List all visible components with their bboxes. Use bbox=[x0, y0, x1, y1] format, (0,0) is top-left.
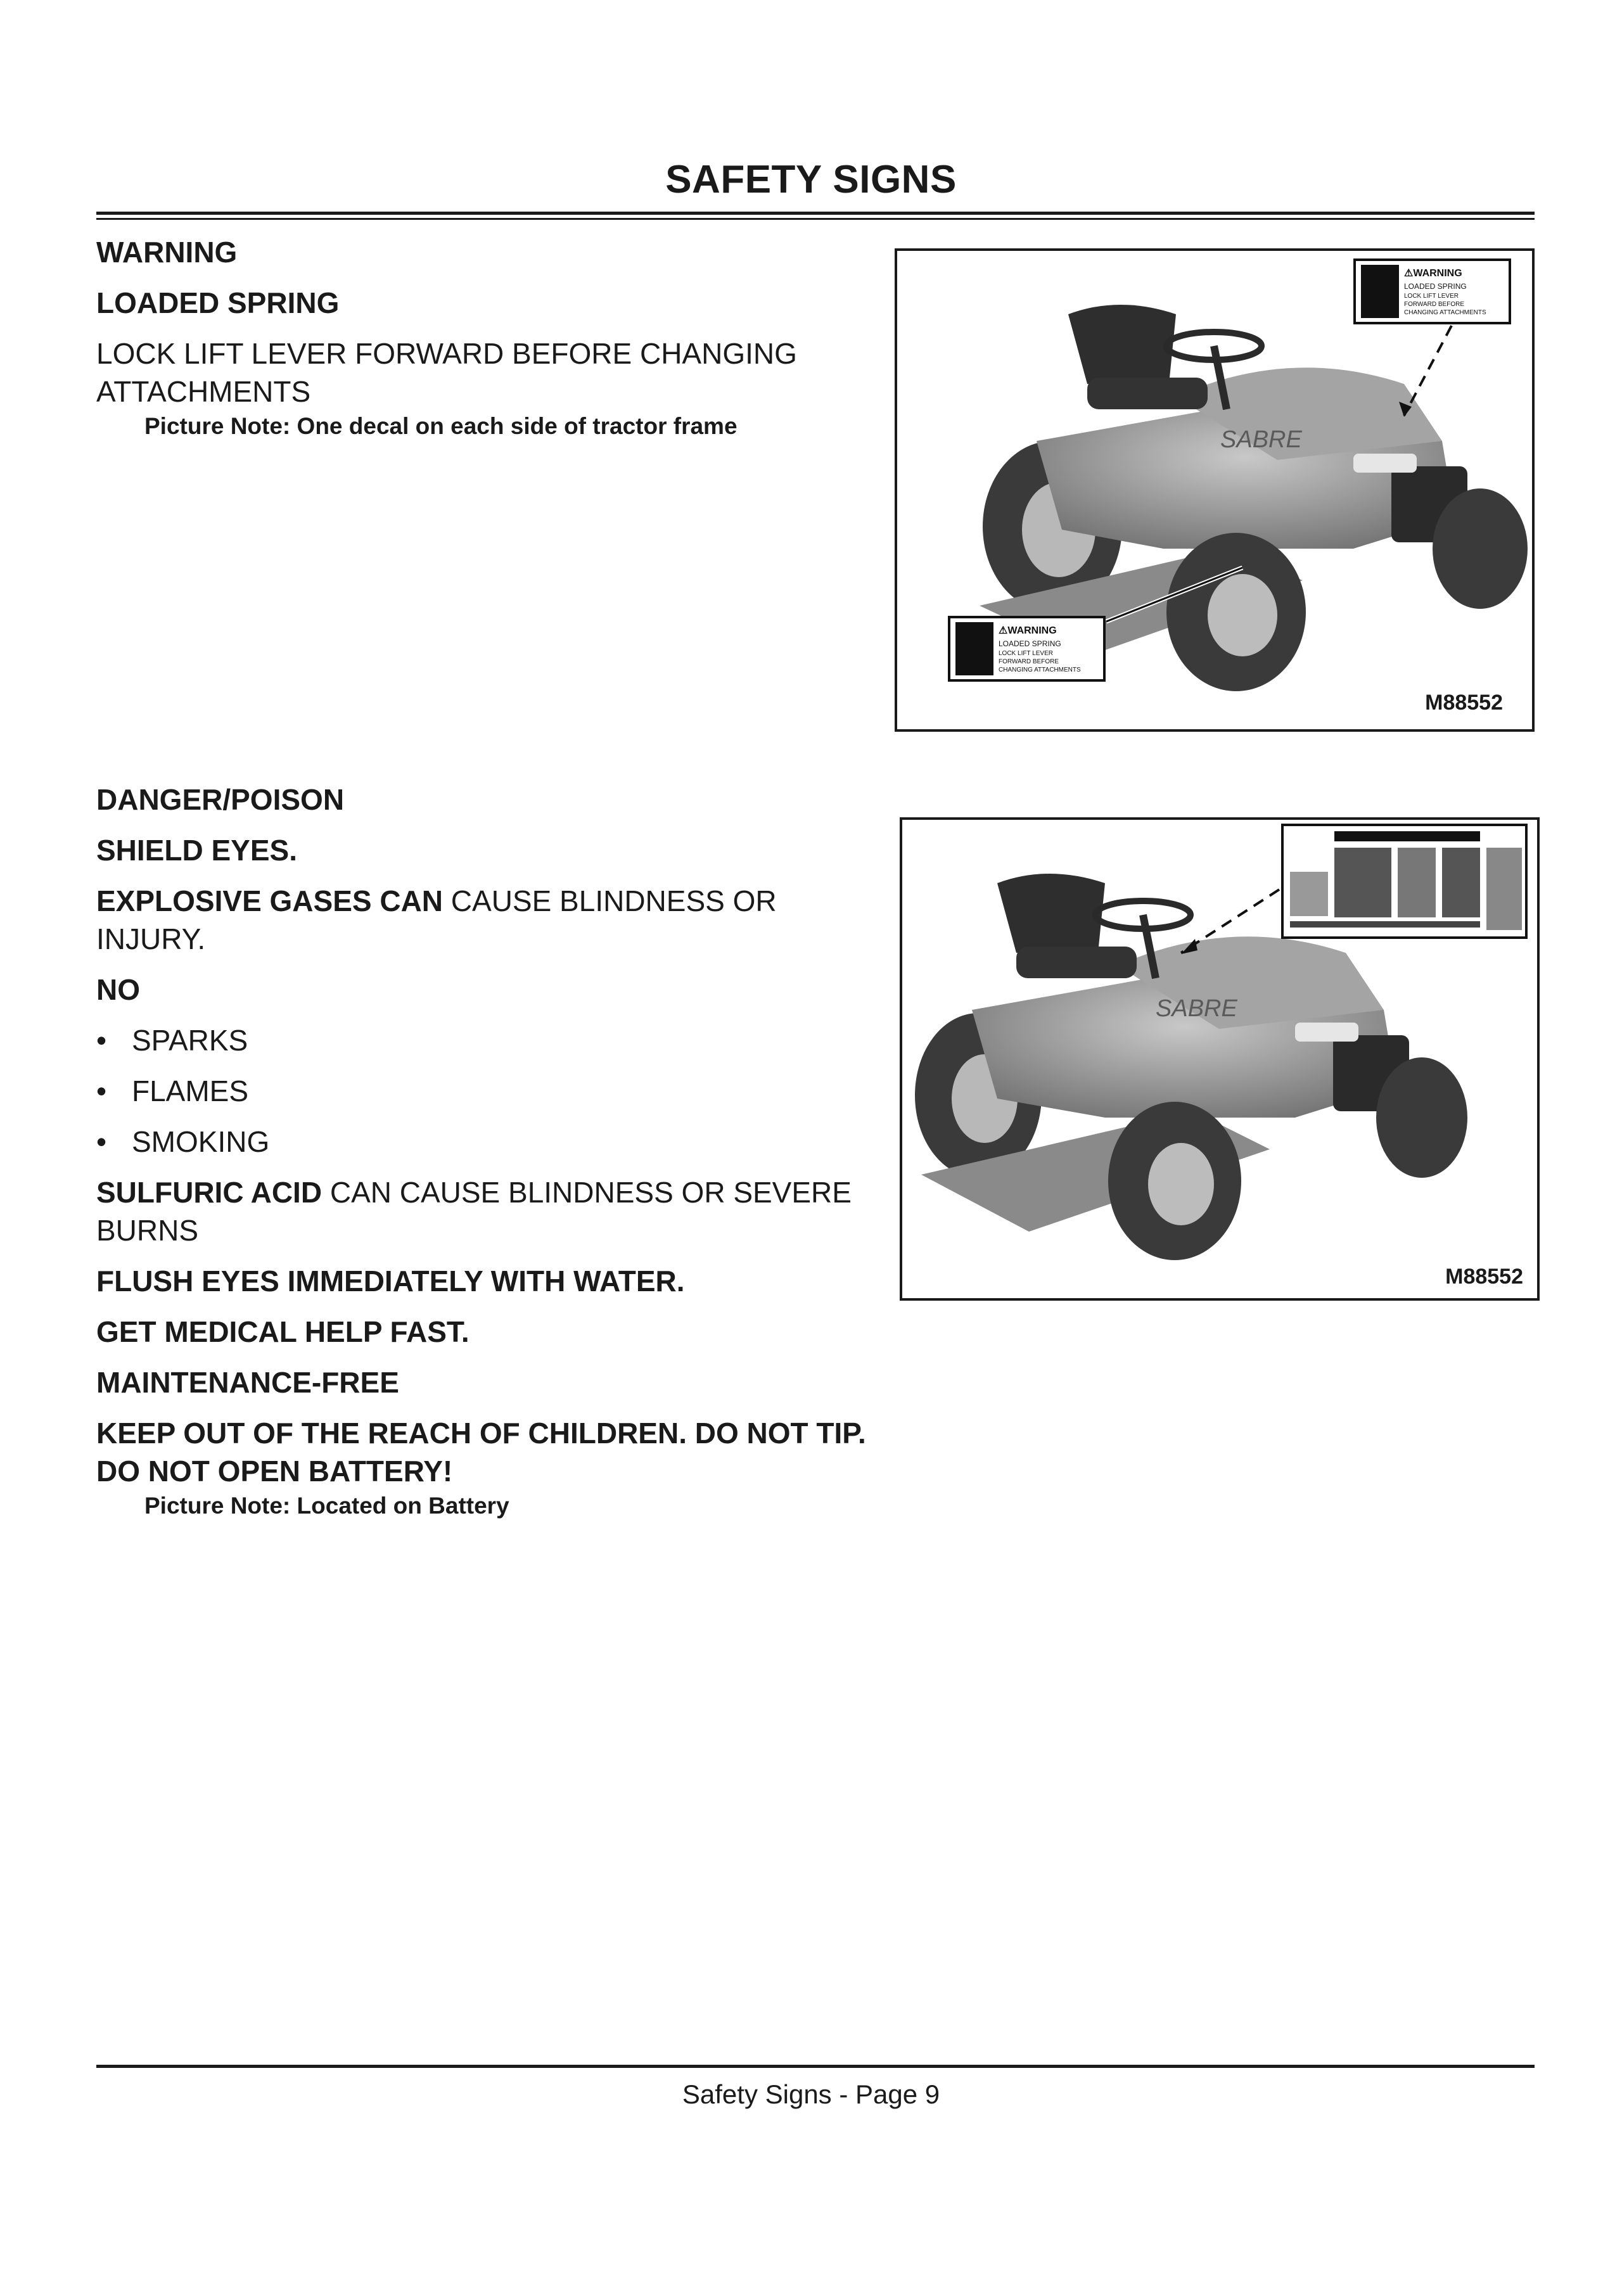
bullet-item: • SMOKING bbox=[96, 1123, 888, 1161]
page-footer: Safety Signs - Page 9 bbox=[682, 2079, 940, 2109]
footer-rule bbox=[96, 2065, 1535, 2068]
hood-brand-1: SABRE bbox=[1220, 426, 1302, 453]
figure-code-1: M88552 bbox=[1425, 691, 1503, 715]
decal-top-title: ⚠WARNING bbox=[1404, 268, 1462, 279]
bullet-item: • FLAMES bbox=[96, 1072, 888, 1110]
warning-heading: WARNING bbox=[96, 236, 238, 269]
bullet-flames: FLAMES bbox=[132, 1075, 249, 1107]
shield-eyes-heading: SHIELD EYES. bbox=[96, 834, 297, 867]
sulfuric-bold: SULFURIC ACID bbox=[96, 1176, 322, 1209]
keep-out-text: KEEP OUT OF THE REACH OF CHILDREN. DO NOT TIP. DO NOT OPEN BATTERY! bbox=[96, 1417, 866, 1488]
warning-section bbox=[96, 233, 888, 442]
bullet-item: • SPARKS bbox=[96, 1021, 888, 1059]
danger-section bbox=[96, 781, 888, 1522]
medical-help-text: GET MEDICAL HELP FAST. bbox=[96, 1315, 469, 1348]
explosive-text bbox=[96, 882, 888, 958]
explosive-rest: CAUSE BLINDNESS OR INJURY. bbox=[96, 884, 777, 955]
decal-top-line-4: CHANGING ATTACHMENTS bbox=[1404, 309, 1486, 316]
danger-heading: DANGER/POISON bbox=[96, 783, 345, 816]
tractor-illustration-1 bbox=[897, 251, 1532, 729]
maintenance-free-text: MAINTENANCE-FREE bbox=[96, 1366, 399, 1399]
sulfuric-text bbox=[96, 1173, 888, 1249]
flush-eyes-text: FLUSH EYES IMMEDIATELY WITH WATER. bbox=[96, 1265, 685, 1298]
bullet-sparks: SPARKS bbox=[132, 1024, 248, 1057]
decal-bottom bbox=[949, 617, 1104, 680]
figure-code-2: M88552 bbox=[1445, 1265, 1523, 1289]
picture-note-1: Picture Note: One decal on each side of tractor frame bbox=[144, 413, 738, 439]
sulfuric-rest: CAN CAUSE BLINDNESS OR SEVERE BURNS bbox=[96, 1176, 852, 1247]
decal-bottom-line-4: CHANGING ATTACHMENTS bbox=[999, 666, 1081, 673]
decal-top-line-2: LOCK LIFT LEVER bbox=[1404, 293, 1459, 300]
decal-top-line-1: LOADED SPRING bbox=[1404, 282, 1467, 291]
decal-bottom-line-2: LOCK LIFT LEVER bbox=[999, 650, 1053, 657]
tractor-illustration-2 bbox=[902, 820, 1537, 1298]
decal-top-line-3: FORWARD BEFORE bbox=[1404, 301, 1465, 308]
tractor-figure-1 bbox=[895, 248, 1535, 732]
decal-top bbox=[1355, 260, 1510, 323]
decal-bottom-line-1: LOADED SPRING bbox=[999, 639, 1061, 648]
loaded-spring-heading: LOADED SPRING bbox=[96, 286, 340, 319]
decal-bottom-line-3: FORWARD BEFORE bbox=[999, 658, 1059, 665]
picture-note-2: Picture Note: Located on Battery bbox=[144, 1493, 509, 1519]
lock-lever-text: LOCK LIFT LEVER FORWARD BEFORE CHANGING ATTACHMENTS bbox=[96, 337, 797, 408]
bullet-smoking: SMOKING bbox=[132, 1125, 270, 1158]
decal-bottom-title: ⚠WARNING bbox=[999, 625, 1057, 636]
hood-brand-2: SABRE bbox=[1156, 995, 1237, 1022]
explosive-bold: EXPLOSIVE GASES CAN bbox=[96, 884, 444, 917]
no-label: NO bbox=[96, 973, 140, 1006]
tractor-figure-2 bbox=[900, 817, 1540, 1301]
title-rule-thin bbox=[96, 218, 1535, 220]
title-rule bbox=[96, 212, 1535, 215]
page-title: SAFETY SIGNS bbox=[665, 158, 957, 201]
battery-decal bbox=[1282, 825, 1526, 938]
